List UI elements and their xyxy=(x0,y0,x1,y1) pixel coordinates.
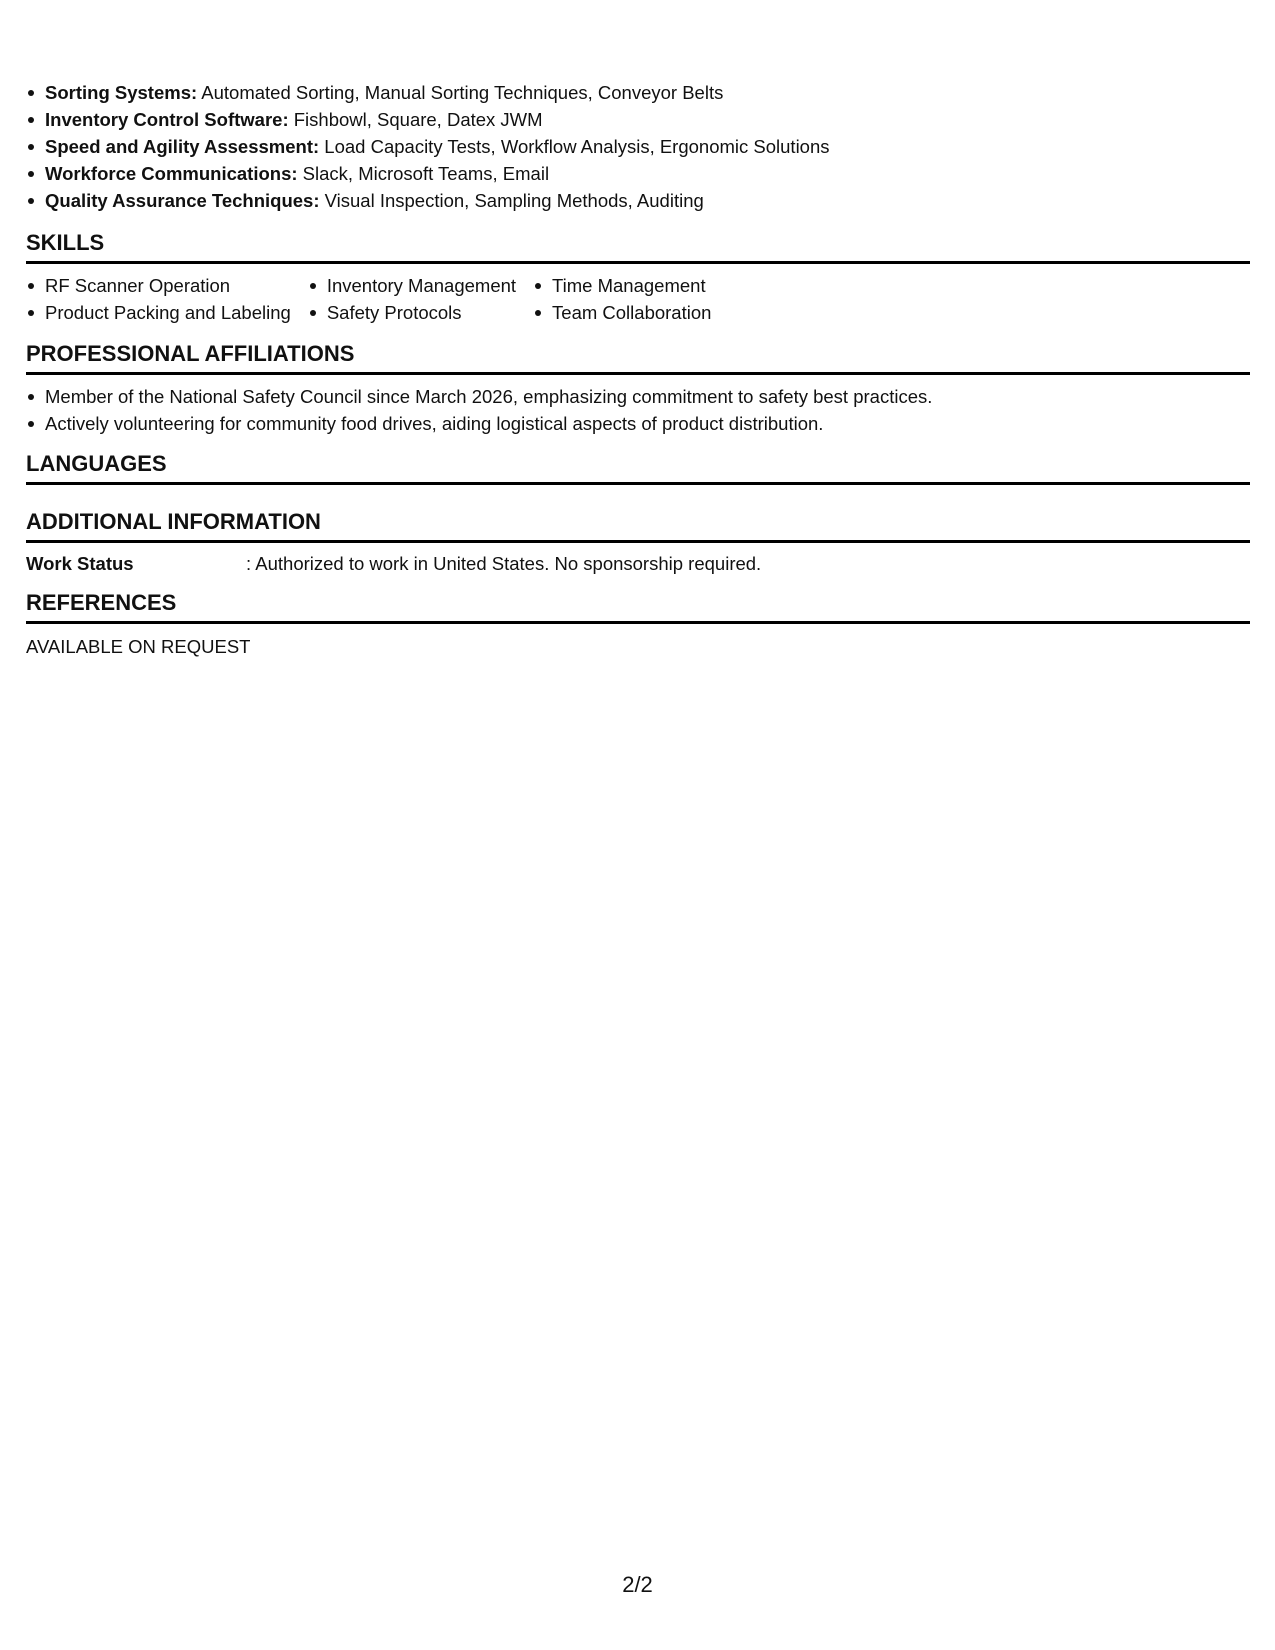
tools-list xyxy=(26,79,830,214)
list-item: Safety Protocols xyxy=(308,299,516,326)
tool-text: Fishbowl, Square, Datex JWM xyxy=(288,109,543,130)
work-status-row xyxy=(26,550,761,577)
section-title-additional-information: ADDITIONAL INFORMATION xyxy=(26,507,1250,543)
tool-text: Slack, Microsoft Teams, Email xyxy=(297,163,550,184)
skills-column xyxy=(308,272,516,326)
section-title-skills: SKILLS xyxy=(26,228,1250,264)
skills-grid xyxy=(26,272,728,326)
list-item: Actively volunteering for community food drives, aiding logistical aspects of product distribution. xyxy=(26,410,932,437)
tool-label: Quality Assurance Techniques: xyxy=(45,190,320,211)
work-status-label: Work Status xyxy=(26,553,134,574)
list-item xyxy=(26,106,830,133)
section-title-languages: LANGUAGES xyxy=(26,449,1250,485)
list-item: Inventory Management xyxy=(308,272,516,299)
list-item xyxy=(26,79,830,106)
tool-label: Sorting Systems: xyxy=(45,82,198,103)
section-title-affiliations: PROFESSIONAL AFFILIATIONS xyxy=(26,339,1250,375)
list-item: Member of the National Safety Council since March 2026, emphasizing commitment to safety best practices. xyxy=(26,383,932,410)
tool-text: Automated Sorting, Manual Sorting Techniques, Conveyor Belts xyxy=(197,82,724,103)
tool-text: Load Capacity Tests, Workflow Analysis, Ergonomic Solutions xyxy=(319,136,830,157)
list-item: RF Scanner Operation xyxy=(26,272,291,299)
list-item: Product Packing and Labeling xyxy=(26,299,291,326)
section-title-references: REFERENCES xyxy=(26,588,1250,624)
skills-column xyxy=(26,272,291,326)
list-item xyxy=(26,187,830,214)
references-text: AVAILABLE ON REQUEST xyxy=(26,636,251,657)
list-item: Team Collaboration xyxy=(533,299,711,326)
work-status-value: : Authorized to work in United States. No sponsorship required. xyxy=(246,553,762,574)
tool-text: Visual Inspection, Sampling Methods, Auditing xyxy=(319,190,704,211)
skills-column xyxy=(533,272,711,326)
affiliations-list xyxy=(26,383,932,437)
tool-label: Speed and Agility Assessment: xyxy=(45,136,320,157)
page-number: 2/2 xyxy=(622,1572,653,1597)
tool-label: Workforce Communications: xyxy=(45,163,298,184)
list-item xyxy=(26,133,830,160)
list-item xyxy=(26,160,830,187)
list-item: Time Management xyxy=(533,272,711,299)
tool-label: Inventory Control Software: xyxy=(45,109,289,130)
